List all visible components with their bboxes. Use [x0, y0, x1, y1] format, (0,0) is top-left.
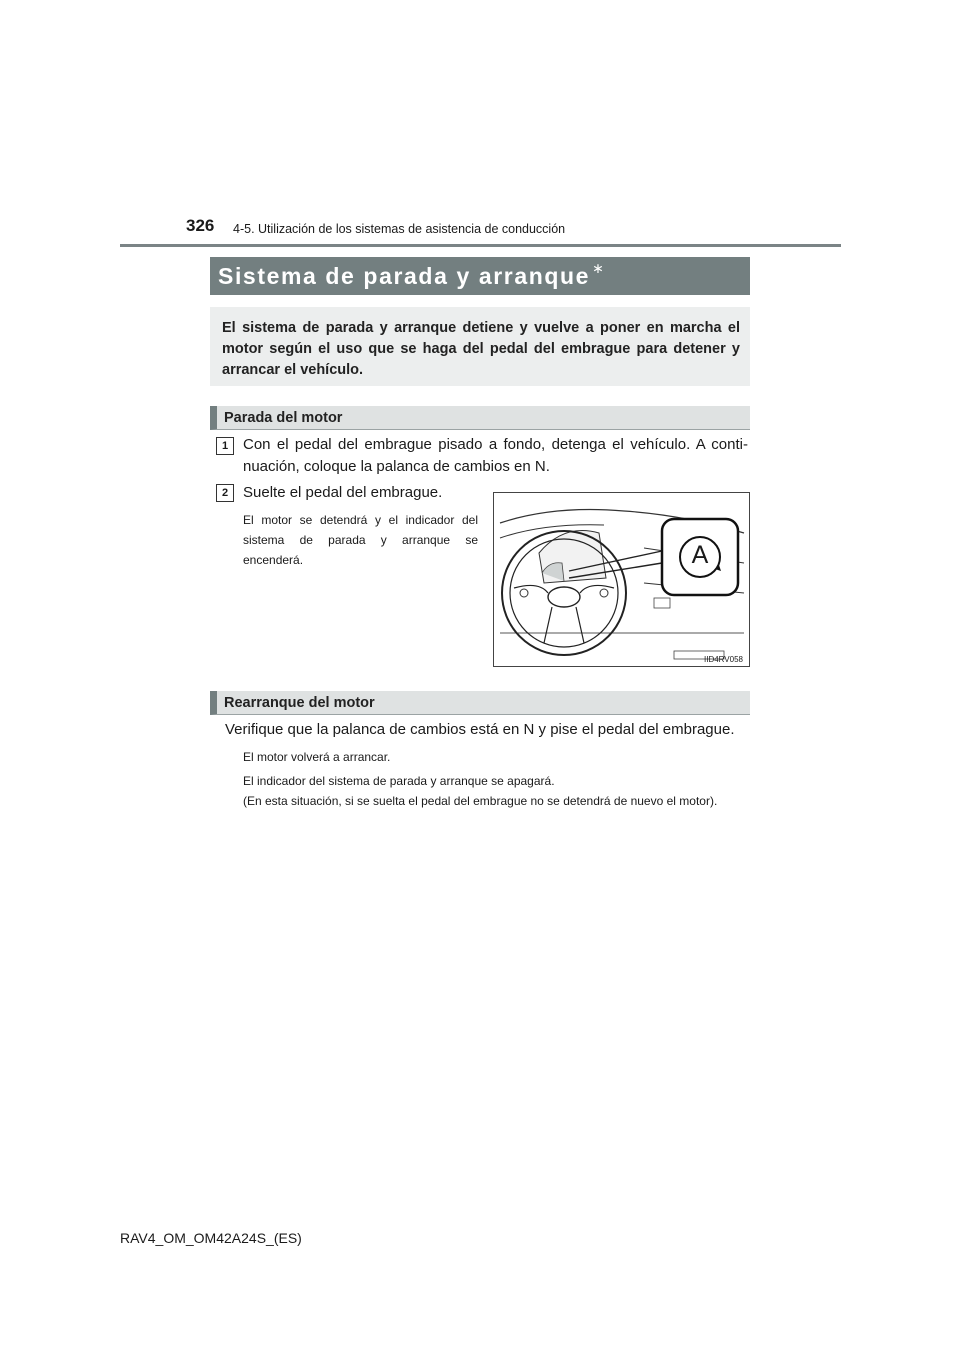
section-heading-stop: Parada del motor	[210, 406, 750, 430]
steering-wheel-illustration	[494, 493, 749, 666]
step-number-1: 1	[216, 437, 234, 455]
restart-sub-1: El motor volverá a arrancar.	[243, 750, 391, 764]
restart-sub-3: (En esta situación, si se suelta el pedal del embrague no se detendrá de nuevo el motor).	[243, 794, 718, 808]
step-number-2: 2	[216, 484, 234, 502]
header-divider	[120, 244, 841, 247]
chapter-header: 4-5. Utilización de los sistemas de asistencia de conducción	[233, 222, 566, 236]
step-sub-2: El motor se detendrá y el indicador del sistema de parada y arranque se encenderá.	[243, 513, 478, 567]
callout-letter-a: A	[691, 541, 709, 569]
page-number: 326	[186, 216, 215, 235]
step-text-1: Con el pedal del embrague pisado a fondo, detenga el vehículo. A conti-nuación, coloque la palanca de cambios en N.	[243, 436, 748, 475]
intro-paragraph: El sistema de parada y arranque detiene y vuelve a poner en marcha el motor según el uso que se haga del pedal del embrague para detener y arrancar el vehículo.	[210, 307, 750, 386]
page-title-text: Sistema de parada y arranque	[218, 262, 591, 289]
section-heading-restart: Rearranque del motor	[210, 691, 750, 715]
dashboard-illustration	[493, 492, 750, 667]
step-text-2: Suelte el pedal del embrague.	[243, 484, 443, 501]
page-title	[210, 257, 750, 295]
restart-instruction: Verifique que la palanca de cambios está en N y pise el pedal del embrague.	[225, 721, 735, 738]
asterisk-mark: ∗	[592, 259, 606, 276]
footer-code: RAV4_OM_OM42A24S_(ES)	[120, 1230, 302, 1246]
figure-code: IID4RV058	[704, 655, 743, 664]
restart-sub-2: El indicador del sistema de parada y arranque se apagará.	[243, 774, 555, 788]
